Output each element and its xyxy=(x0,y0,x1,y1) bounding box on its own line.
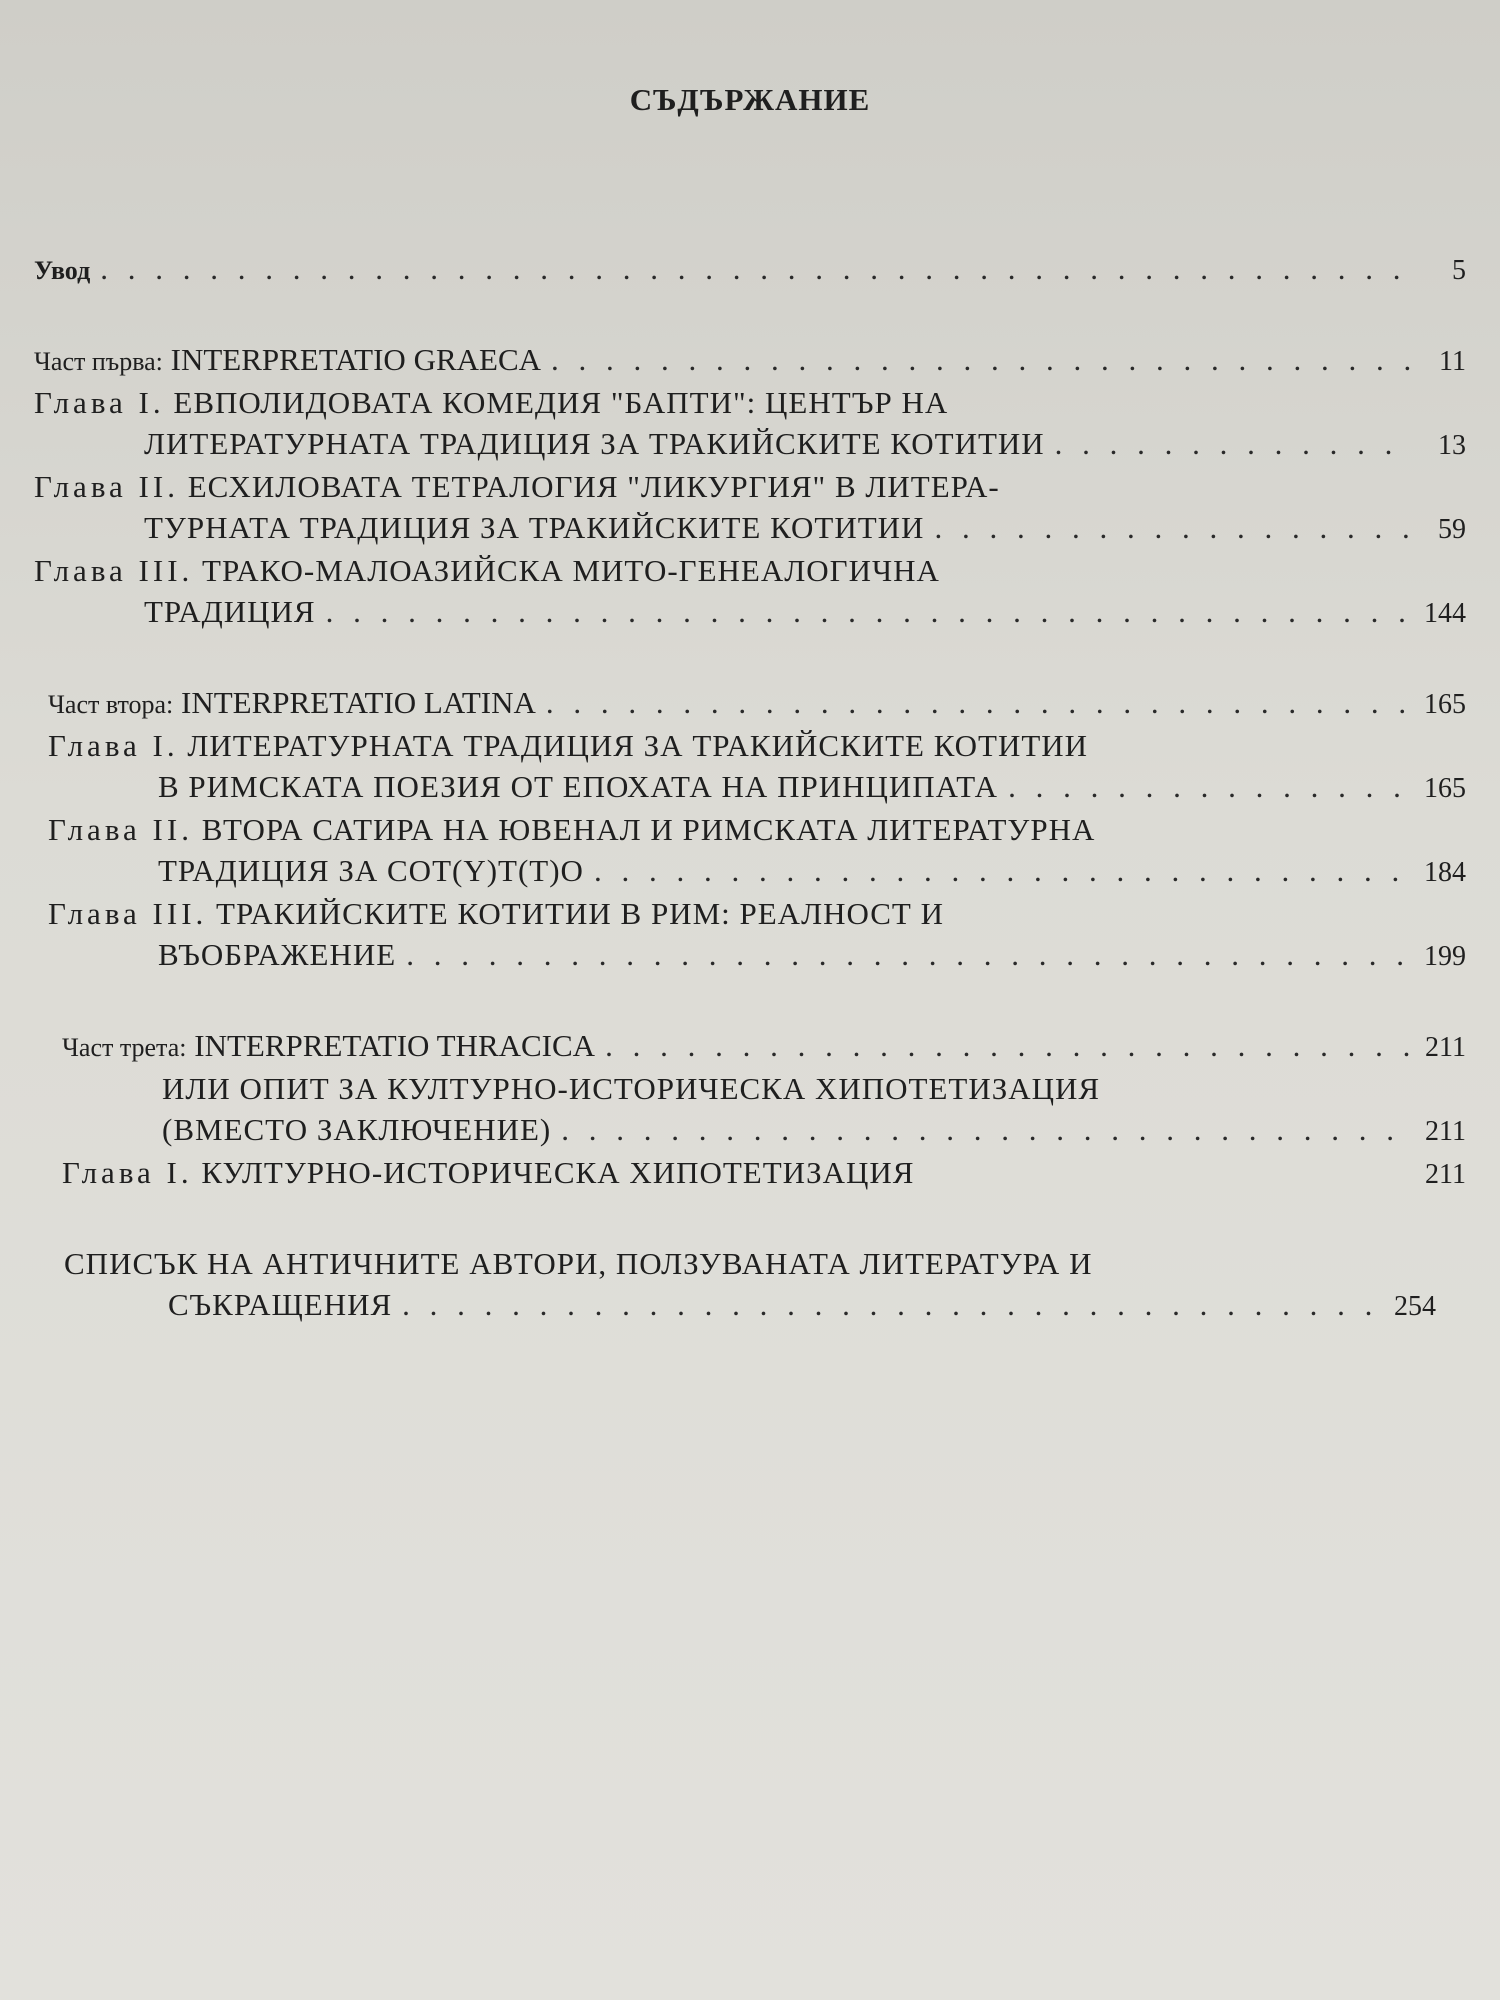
part-subtitle: ИЛИ ОПИТ ЗА КУЛТУРНО-ИСТОРИЧЕСКА ХИПОТЕТИЗАЦИЯ xyxy=(162,1071,1101,1106)
page-title: СЪДЪРЖАНИЕ xyxy=(629,82,871,117)
chapter-title: ВТОРА САТИРА НА ЮВЕНАЛ И РИМСКАТА ЛИТЕРАТУРНА xyxy=(201,812,1096,847)
chapter-line xyxy=(48,766,1466,809)
toc-bibliography xyxy=(34,1243,1466,1327)
leader-dots xyxy=(605,1025,1410,1066)
toc-part-3 xyxy=(34,1025,1466,1195)
chapter-line xyxy=(34,382,1466,423)
leader-dots xyxy=(100,248,1410,289)
chapter-line xyxy=(34,466,1466,507)
intro-label: Увод xyxy=(34,256,91,285)
chapter-line xyxy=(62,1152,1466,1195)
page-number: 59 xyxy=(1438,514,1466,545)
part-name: INTERPRETATIO LATINA xyxy=(181,685,536,720)
leader-dots xyxy=(546,682,1410,723)
part-subtitle-line xyxy=(62,1068,1466,1109)
part-label: Част първа: xyxy=(34,347,163,376)
page-number: 211 xyxy=(1425,1116,1466,1147)
toc-intro xyxy=(34,248,1466,291)
leader-dots xyxy=(1055,423,1410,464)
chapter-line xyxy=(48,725,1466,766)
chapter-title: ЕСХИЛОВАТА ТЕТРАЛОГИЯ "ЛИКУРГИЯ" В ЛИТЕРА- xyxy=(187,469,1000,504)
page-number: 144 xyxy=(1424,598,1466,629)
chapter-title: КУЛТУРНО-ИСТОРИЧЕСКА ХИПОТЕТИЗАЦИЯ xyxy=(201,1155,915,1190)
chapter-title-cont: ТУРНАТА ТРАДИЦИЯ ЗА ТРАКИЙСКИТЕ КОТИТИИ xyxy=(144,510,925,545)
part-label: Част трета: xyxy=(62,1033,187,1062)
chapter-label: Глава I. xyxy=(34,385,165,420)
part-subtitle-cont: (ВМЕСТО ЗАКЛЮЧЕНИЕ) xyxy=(162,1112,552,1147)
chapter-line xyxy=(34,423,1466,466)
chapter-label: Глава I. xyxy=(62,1155,193,1190)
chapter-line xyxy=(48,809,1466,850)
table-of-contents xyxy=(34,248,1466,1375)
chapter-label: Глава II. xyxy=(48,812,193,847)
chapter-label: Глава I. xyxy=(48,728,179,763)
chapter-line xyxy=(34,591,1466,634)
bibliography-line xyxy=(64,1284,1466,1327)
chapter-line xyxy=(34,550,1466,591)
bibliography-title-cont: СЪКРАЩЕНИЯ xyxy=(168,1287,393,1322)
part-heading xyxy=(34,339,1466,382)
page-number: 165 xyxy=(1424,773,1466,804)
leader-dots xyxy=(551,339,1410,380)
page-number: 184 xyxy=(1424,857,1466,888)
chapter-label: Глава III. xyxy=(48,896,208,931)
leader-dots xyxy=(934,507,1410,548)
page-number: 211 xyxy=(1425,1032,1466,1063)
chapter-title: ТРАКО-МАЛОАЗИЙСКА МИТО-ГЕНЕАЛОГИЧНА xyxy=(202,553,940,588)
leader-dots xyxy=(561,1109,1410,1150)
chapter-title-cont: ЛИТЕРАТУРНАТА ТРАДИЦИЯ ЗА ТРАКИЙСКИТЕ КОТИТИИ xyxy=(144,426,1045,461)
part-name: INTERPRETATIO GRAECA xyxy=(170,342,542,377)
bibliography-title: СПИСЪК НА АНТИЧНИТЕ АВТОРИ, ПОЛЗУВАНАТА ЛИТЕРАТУРА И xyxy=(64,1246,1093,1281)
toc-part-1 xyxy=(34,339,1466,634)
leader-dots xyxy=(594,850,1410,891)
leader-dots xyxy=(924,1152,1410,1193)
chapter-title-cont: В РИМСКАТА ПОЕЗИЯ ОТ ЕПОХАТА НА ПРИНЦИПАТА xyxy=(158,769,999,804)
leader-dots xyxy=(406,934,1410,975)
leader-dots xyxy=(1008,766,1410,807)
part-heading xyxy=(62,1025,1466,1068)
page-number: 13 xyxy=(1438,430,1466,461)
leader-dots xyxy=(402,1284,1380,1325)
page-number: 11 xyxy=(1439,346,1466,377)
page-number: 199 xyxy=(1424,941,1466,972)
part-name: INTERPRETATIO THRACICA xyxy=(194,1028,596,1063)
leader-dots xyxy=(326,591,1410,632)
chapter-title-cont: ТРАДИЦИЯ ЗА COT(Y)T(T)O xyxy=(158,853,584,888)
chapter-label: Глава II. xyxy=(34,469,179,504)
toc-part-2 xyxy=(34,682,1466,977)
chapter-title-cont: ТРАДИЦИЯ xyxy=(144,594,316,629)
chapter-title: ТРАКИЙСКИТЕ КОТИТИИ В РИМ: РЕАЛНОСТ И xyxy=(216,896,944,931)
chapter-title: ЛИТЕРАТУРНАТА ТРАДИЦИЯ ЗА ТРАКИЙСКИТЕ КОТИТИИ xyxy=(187,728,1089,763)
bibliography-line xyxy=(64,1243,1466,1284)
chapter-title: ЕВПОЛИДОВАТА КОМЕДИЯ "БАПТИ": ЦЕНТЪР НА xyxy=(173,385,949,420)
page-number: 211 xyxy=(1425,1159,1466,1190)
chapter-line xyxy=(34,507,1466,550)
page-number: 5 xyxy=(1452,255,1466,286)
chapter-line xyxy=(48,893,1466,934)
chapter-title-cont: ВЪОБРАЖЕНИЕ xyxy=(158,937,397,972)
part-heading xyxy=(48,682,1466,725)
chapter-line xyxy=(48,850,1466,893)
part-subtitle-line xyxy=(62,1109,1466,1152)
toc-entry xyxy=(34,248,1466,291)
chapter-line xyxy=(48,934,1466,977)
page-number: 254 xyxy=(1394,1291,1436,1322)
chapter-label: Глава III. xyxy=(34,553,194,588)
part-label: Част втора: xyxy=(48,690,174,719)
page-number: 165 xyxy=(1424,689,1466,720)
